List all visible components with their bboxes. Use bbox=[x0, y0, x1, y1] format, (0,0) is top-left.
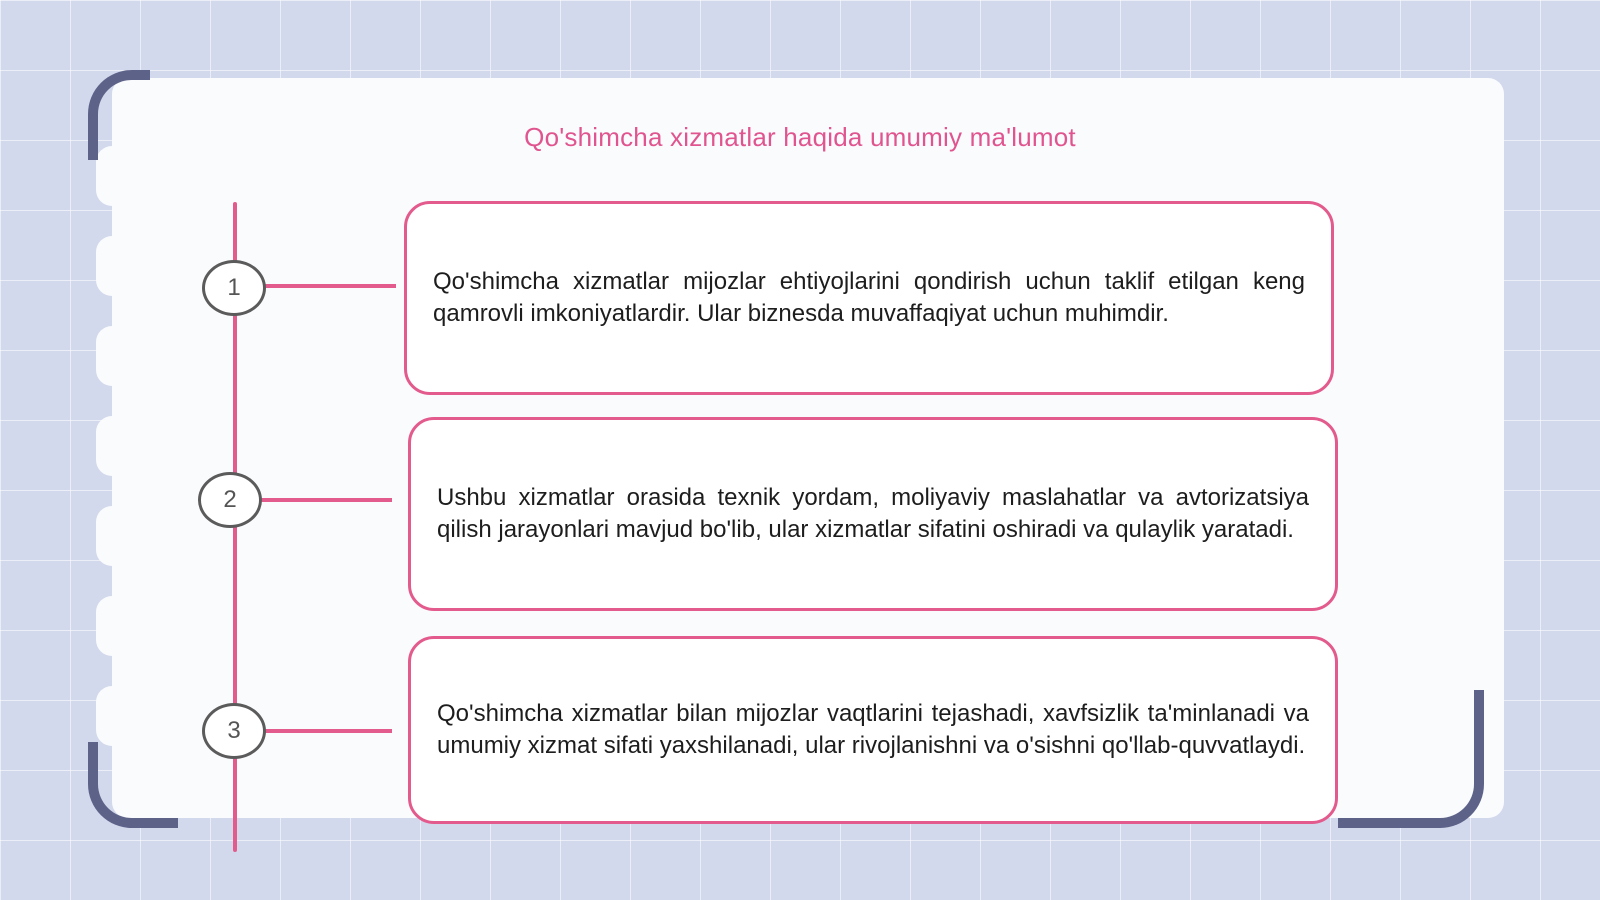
step-card bbox=[408, 417, 1338, 611]
step-number-badge: 2 bbox=[198, 472, 262, 528]
slide-title: Qo'shimcha xizmatlar haqida umumiy ma'lumot bbox=[524, 122, 1076, 152]
step-card-text: Qo'shimcha xizmatlar bilan mijozlar vaqtlarini tejashadi, xavfsizlik ta'minlanadi va umumiy xizmat sifati yaxshilanadi, ular rivojlanishni va o'sishni qo'llab-quvvatlaydi. bbox=[437, 700, 1309, 759]
step-card-text: Qo'shimcha xizmatlar mijozlar ehtiyojlarini qondirish uchun taklif etilgan keng qamrovli imkoniyatlardir. Ular biznesda muvaffaqiyat uchun muhimdir. bbox=[433, 268, 1305, 327]
sheet-scallop bbox=[96, 506, 128, 566]
sheet-scallop bbox=[96, 416, 128, 476]
sheet-scallop bbox=[96, 236, 128, 296]
step-card bbox=[404, 201, 1334, 395]
frame-corner-bottom-left bbox=[88, 742, 178, 828]
frame-corner-bottom-right bbox=[1338, 690, 1484, 828]
sheet-scallop bbox=[96, 326, 128, 386]
step-connector bbox=[260, 498, 392, 502]
step-number-badge: 1 bbox=[202, 260, 266, 316]
step-connector bbox=[264, 729, 392, 733]
sheet-scallop bbox=[96, 596, 128, 656]
step-number-badge: 3 bbox=[202, 703, 266, 759]
step-card-text: Ushbu xizmatlar orasida texnik yordam, moliyaviy maslahatlar va avtorizatsiya qilish jarayonlari mavjud bo'lib, ular xizmatlar sifatini oshiradi va qulaylik yaratadi. bbox=[437, 484, 1309, 543]
step-card bbox=[408, 636, 1338, 824]
step-connector bbox=[264, 284, 396, 288]
sheet-scallop bbox=[96, 686, 128, 746]
